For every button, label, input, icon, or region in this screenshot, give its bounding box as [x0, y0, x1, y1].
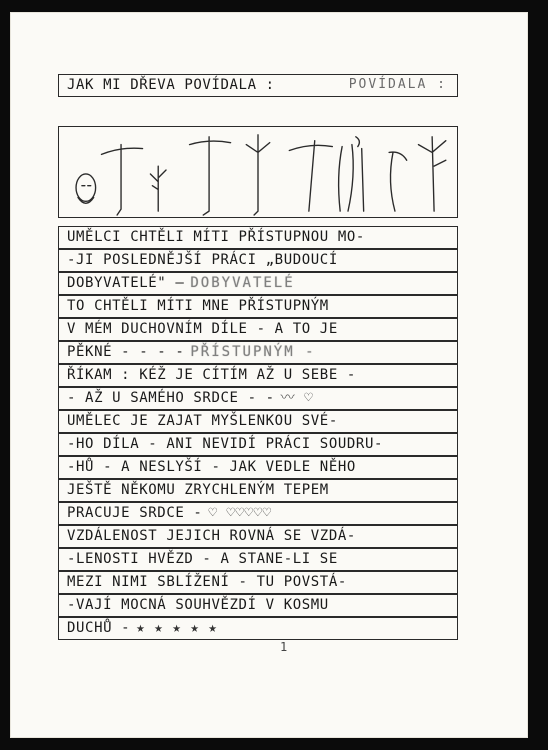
poem-title: JAK MI DŘEVA POVÍDALA : — [67, 77, 275, 93]
poem-line-13: PRACUJE SRDCE - ♡ ♡♡♡♡♡ — [58, 502, 458, 525]
poem-line-4: TO CHTĚLI MÍTI MNE PŘÍSTUPNÝM — [58, 295, 458, 318]
poem-line-5: V MÉM DUCHOVNÍM DÍLE - A TO JE — [58, 318, 458, 341]
hearts-row-icon: ♡ ♡♡♡♡♡ — [208, 505, 272, 521]
poem-line-3: DOBYVATELÉ" — DOBYVATELÉ — [58, 272, 458, 295]
poem-line-17: -VAJÍ MOCNÁ SOUHVĚZDÍ V KOSMU — [58, 594, 458, 617]
poem-line-12: JEŠTĚ NĚKOMU ZRYCHLENÝM TEPEM — [58, 479, 458, 502]
poem-line-10: -HO DÍLA - ANI NEVIDÍ PRÁCI SOUDRU- — [58, 433, 458, 456]
poem-line-7: ŘÍKAM : KÉŽ JE CÍTÍM AŽ U SEBE - — [58, 364, 458, 387]
poem-line-18: DUCHŮ - ★ ★ ★ ★ ★ — [58, 617, 458, 640]
paper-sheet — [10, 12, 528, 738]
poem-line-2: -JI POSLEDNĚJŠÍ PRÁCI „BUDOUCÍ — [58, 249, 458, 272]
poem-line-16: MEZI NIMI SBLÍŽENÍ - TU POVSTÁ- — [58, 571, 458, 594]
poem-frame — [58, 74, 458, 645]
poem-title-row — [58, 74, 458, 97]
poem-line-14: VZDÁLENOST JEJICH ROVNÁ SE VZDÁ- — [58, 525, 458, 548]
illustration-trees-figures — [58, 126, 458, 218]
poem-line-11: -HŮ - A NESLYŠÍ - JAK VEDLE NĚHO — [58, 456, 458, 479]
tree-figures-drawing — [59, 127, 457, 217]
poem-line-6: PĚKNÉ - - - - PŘÍSTUPNÝM - — [58, 341, 458, 364]
stars-doodle-icon: ★ ★ ★ ★ ★ — [136, 620, 218, 636]
title-stamp: POVÍDALA : — [348, 77, 447, 92]
stamp-pristupnym: PŘÍSTUPNÝM - — [190, 344, 316, 360]
poem-line-15: -LENOSTI HVĚZD - A STANE-LI SE — [58, 548, 458, 571]
poem-line-9: UMĚLEC JE ZAJAT MYŠLENKOU SVÉ- — [58, 410, 458, 433]
poem-line-1: UMĚLCI CHTĚLI MÍTI PŘÍSTUPNOU MO- — [58, 226, 458, 249]
heart-doodle-icon: 〰 ♡ — [280, 390, 314, 406]
page-number: 1 — [280, 640, 288, 654]
stamp-dobyvatele: DOBYVATELÉ — [190, 275, 295, 291]
poem-line-8: - AŽ U SAMÉHO SRDCE - - 〰 ♡ — [58, 387, 458, 410]
